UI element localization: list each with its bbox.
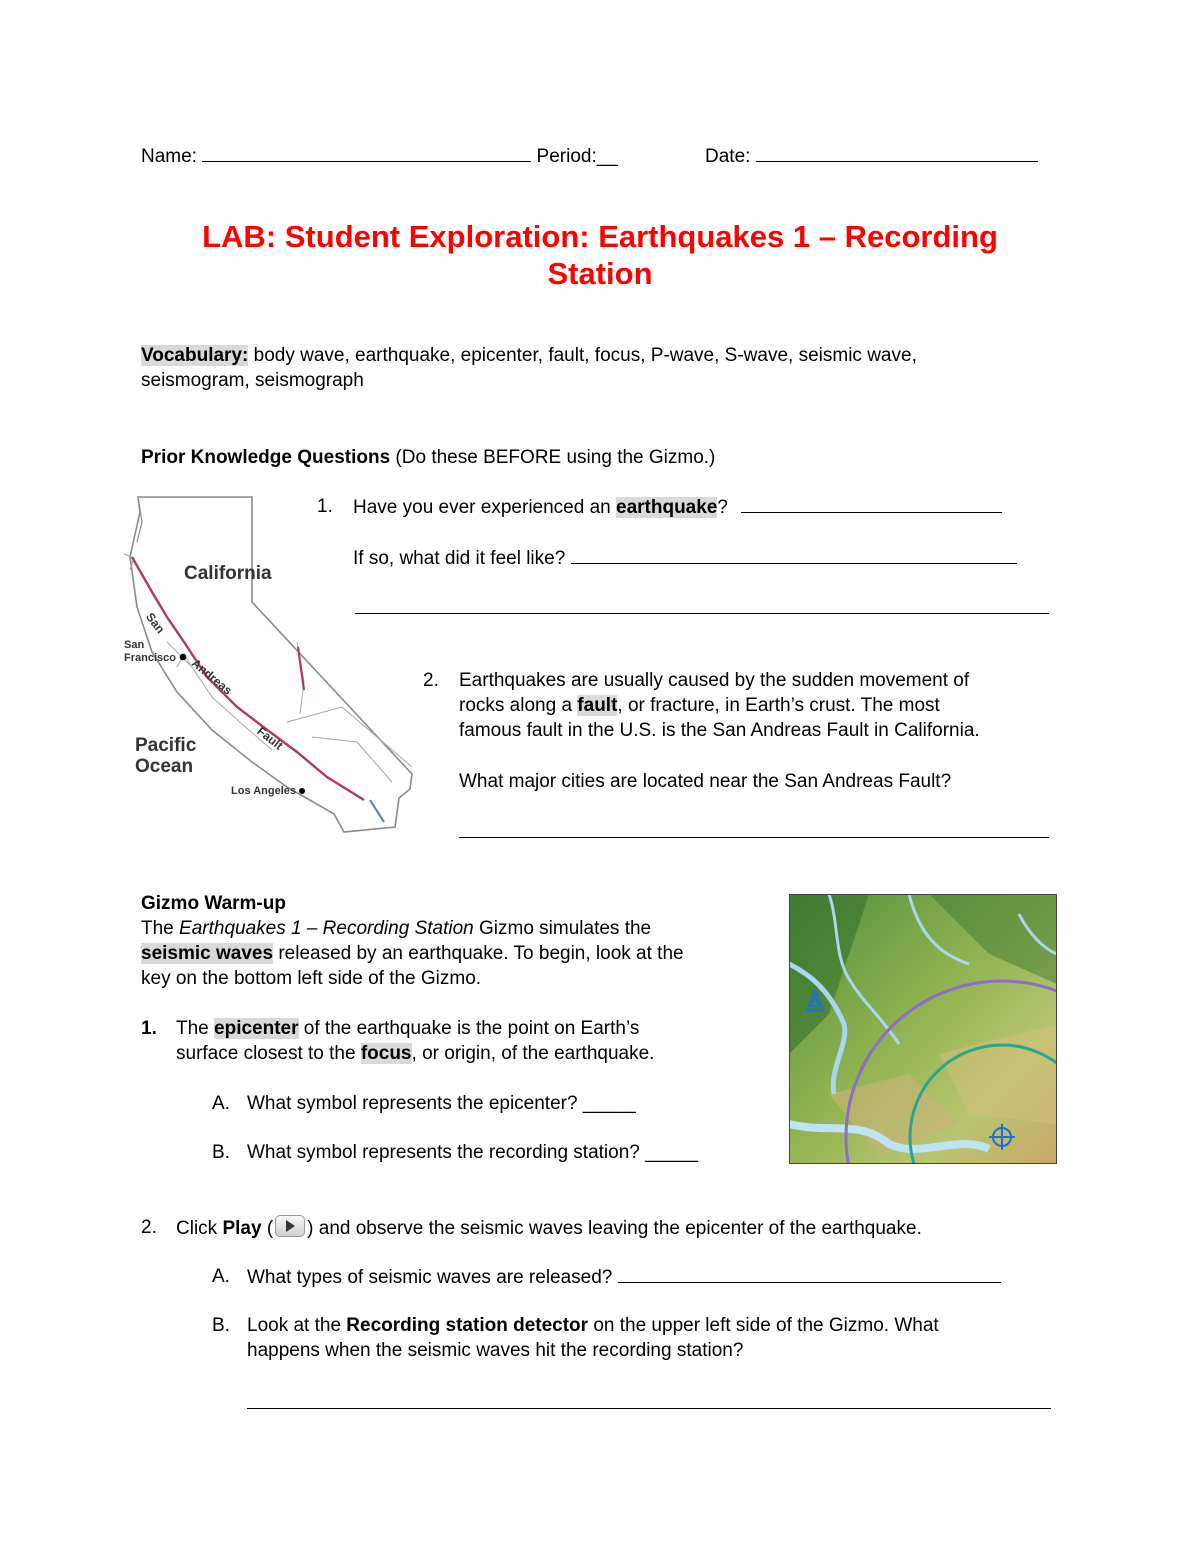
name-field[interactable] [202, 143, 531, 162]
map-city-sf-label [124, 639, 176, 665]
warmup-q2b [247, 1313, 939, 1363]
prior-q2 [459, 668, 980, 743]
title-line-1: LAB: Student Exploration: Earthquakes 1 – Recording [202, 219, 998, 254]
warmup-q1-mid: of the earthquake is the point on Earth’s [298, 1018, 640, 1039]
prior-q2-line-2 [459, 693, 980, 718]
date-label: Date: [705, 146, 751, 167]
prior-q2-line-2-post: , or fracture, in Earth’s crust. The most [617, 695, 940, 716]
prior-q2-question: What major cities are located near the San Andreas Fault? [459, 771, 952, 792]
warmup-term-epicenter: epicenter [214, 1018, 299, 1039]
warmup-q1 [176, 1016, 654, 1066]
date-field[interactable] [756, 143, 1038, 162]
warmup-intro-line-2-post: released by an earthquake. To begin, look at the [273, 943, 684, 964]
prior-q2-line-1: Earthquakes are usually caused by the sudden movement of [459, 670, 970, 691]
warmup-q2-post: ) and observe the seismic waves leaving the epicenter of the earthquake. [307, 1218, 922, 1239]
map-city-sf-line-1: San [124, 639, 145, 651]
warmup-q2a-field[interactable] [618, 1264, 1001, 1283]
prior-q1-extra-line[interactable] [355, 613, 1049, 614]
warmup-q2-pre: Click [176, 1218, 223, 1239]
warmup-q2b-label: B. [212, 1315, 230, 1336]
map-fault-word-san: San [142, 610, 168, 636]
warmup-q2b-term: Recording station detector [346, 1315, 589, 1336]
gizmo-screenshot [789, 894, 1057, 1164]
page-title [0, 218, 1200, 292]
warmup-q2a [247, 1264, 1001, 1290]
warmup-intro [141, 891, 684, 991]
warmup-q2-paren: ( [261, 1218, 274, 1239]
warmup-q1-line-2-pre: surface closest to the [176, 1043, 361, 1064]
warmup-q2-play-word: Play [222, 1218, 262, 1239]
warmup-intro-line-1-post: Gizmo simulates the [473, 918, 652, 939]
prior-q2-answer-line[interactable] [459, 837, 1049, 838]
warmup-intro-line-1-pre: The [141, 918, 180, 939]
warmup-q2b-line-1 [247, 1313, 939, 1338]
prior-q2-number: 2. [423, 670, 439, 691]
warmup-intro-line-3: key on the bottom left side of the Gizmo. [141, 968, 482, 989]
map-ocean-label [135, 735, 196, 777]
warmup-q2b-pre: Look at the [247, 1315, 347, 1336]
prior-q1-answer-field[interactable] [741, 494, 1002, 513]
warmup-q1b [247, 1140, 698, 1165]
prior-q1-text: Have you ever experienced an [353, 497, 616, 518]
los-angeles-marker [299, 788, 305, 794]
header-row [141, 143, 618, 169]
warmup-q1a-label: A. [212, 1093, 230, 1114]
warmup-q1b-text: What symbol represents the recording station? [247, 1142, 646, 1163]
warmup-q2b-post: on the upper left side of the Gizmo. What [588, 1315, 939, 1336]
warmup-gizmo-name: Earthquakes 1 – Recording Station [179, 918, 474, 939]
warmup-heading: Gizmo Warm-up [141, 893, 286, 914]
prior-q2-term: fault [577, 695, 618, 716]
warmup-term-focus: focus [360, 1043, 412, 1064]
map-city-la-label: Los Angeles [231, 785, 296, 797]
prior-q1-post: ? [717, 497, 728, 518]
warmup-term-seismic-waves: seismic waves [141, 943, 274, 964]
prior-note: (Do these BEFORE using the Gizmo.) [390, 447, 716, 468]
prior-q1-follow-row [353, 545, 1017, 571]
prior-heading-row [141, 445, 715, 470]
period-field[interactable]: __ [596, 146, 618, 167]
prior-q1 [353, 494, 1002, 520]
warmup-q1-pre: The [176, 1018, 215, 1039]
map-fault-word-fault: Fault [254, 724, 286, 753]
prior-q1-number: 1. [317, 496, 333, 517]
warmup-q2b-line-2: happens when the seismic waves hit the recording station? [247, 1340, 744, 1361]
warmup-q1b-field[interactable]: _____ [645, 1142, 698, 1163]
san-francisco-marker [180, 654, 187, 661]
map-ocean-line-1: Pacific [135, 735, 197, 756]
play-button-icon[interactable] [275, 1215, 305, 1237]
warmup-q2b-answer-line[interactable] [247, 1408, 1051, 1409]
warmup-q2a-text: What types of seismic waves are released? [247, 1267, 613, 1288]
warmup-intro-line-1 [141, 916, 684, 941]
prior-q2-line-3: famous fault in the U.S. is the San Andreas Fault in California. [459, 720, 980, 741]
warmup-q2-number: 2. [141, 1217, 157, 1238]
warmup-q2 [176, 1215, 922, 1241]
warmup-q1-line-2 [176, 1041, 654, 1066]
prior-q1-term: earthquake [616, 497, 718, 518]
prior-q2-line-2-pre: rocks along a [459, 695, 578, 716]
warmup-intro-line-2 [141, 941, 684, 966]
vocabulary-terms-2: seismogram, seismograph [141, 370, 364, 391]
prior-heading: Prior Knowledge Questions [141, 447, 391, 468]
warmup-q1b-label: B. [212, 1142, 230, 1163]
name-label: Name: [141, 146, 197, 167]
warmup-q2a-label: A. [212, 1266, 230, 1287]
vocabulary-terms-1: body wave, earthquake, epicenter, fault, focus, P-wave, S-wave, seismic wave, [248, 345, 917, 366]
vocabulary-label: Vocabulary: [141, 345, 249, 366]
period-label: Period: [536, 146, 597, 167]
map-city-sf-line-2: Francisco [124, 652, 176, 664]
map-ocean-line-2: Ocean [135, 756, 194, 777]
title-line-2: Station [547, 256, 653, 291]
vocabulary [141, 343, 917, 393]
map-state-label: California [184, 563, 272, 584]
map-fault-word-andreas: Andreas [189, 656, 235, 698]
prior-q1-follow-field[interactable] [571, 545, 1017, 564]
warmup-q1a-field[interactable]: _____ [582, 1093, 636, 1114]
warmup-q1-line-2-post: , or origin, of the earthquake. [411, 1043, 655, 1064]
warmup-q1-number: 1. [141, 1018, 157, 1039]
prior-q1-follow: If so, what did it feel like? [353, 548, 566, 569]
date-row [705, 143, 1038, 169]
warmup-q1-line-1 [176, 1016, 654, 1041]
warmup-q1a-text: What symbol represents the epicenter? [247, 1093, 583, 1114]
warmup-q1a [247, 1091, 636, 1116]
